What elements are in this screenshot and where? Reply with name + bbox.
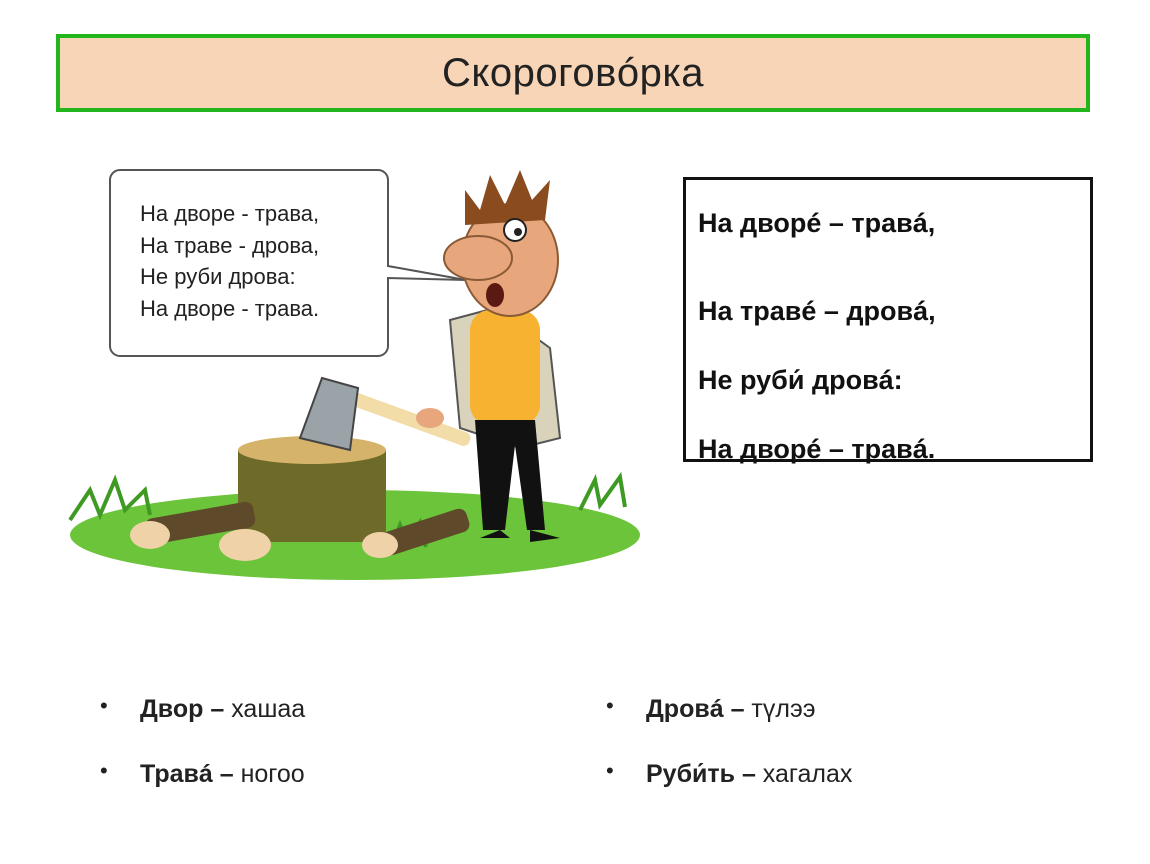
vocab-item-rubit bbox=[606, 758, 853, 789]
vocab-word: Двор – bbox=[140, 695, 225, 723]
bullet: • bbox=[606, 693, 614, 718]
poem-line: На двоpé – травá, bbox=[698, 208, 936, 238]
poem-line: На травé – дровá, bbox=[698, 296, 936, 326]
vocab-translation: хагалах bbox=[755, 760, 853, 788]
slide-title-banner bbox=[56, 34, 1090, 112]
bubble-line: На дворе - трава, bbox=[140, 201, 320, 226]
man-figure bbox=[416, 170, 560, 542]
bullet: • bbox=[100, 693, 108, 718]
vocab-word: Травá – bbox=[140, 760, 234, 788]
poem-line: На дворé – травá. bbox=[698, 434, 936, 464]
speech-bubble-text bbox=[140, 198, 380, 324]
poem-line: Не руби́ дровá: bbox=[698, 365, 903, 395]
bubble-line: На дворе - трава. bbox=[140, 295, 320, 321]
vocab-translation: хашаа bbox=[224, 695, 306, 723]
vocab-item-drova bbox=[606, 693, 816, 724]
bubble-line: На траве - дрова, bbox=[140, 232, 320, 258]
bullet: • bbox=[606, 758, 614, 783]
vocab-word: Руби́ть – bbox=[646, 760, 756, 788]
vocab-item-dvor bbox=[100, 693, 306, 724]
vocab-item-trava bbox=[100, 758, 305, 789]
bullet: • bbox=[100, 758, 108, 783]
tongue-twister-box bbox=[683, 177, 1093, 462]
slide-title: Скороговóрка bbox=[442, 50, 704, 95]
vocab-translation: ногоо bbox=[233, 760, 305, 788]
axe bbox=[300, 378, 472, 450]
vocab-translation: түлээ bbox=[744, 695, 816, 723]
bubble-line: Не руби дрова: bbox=[140, 264, 296, 289]
vocab-word: Дровá – bbox=[646, 695, 745, 723]
